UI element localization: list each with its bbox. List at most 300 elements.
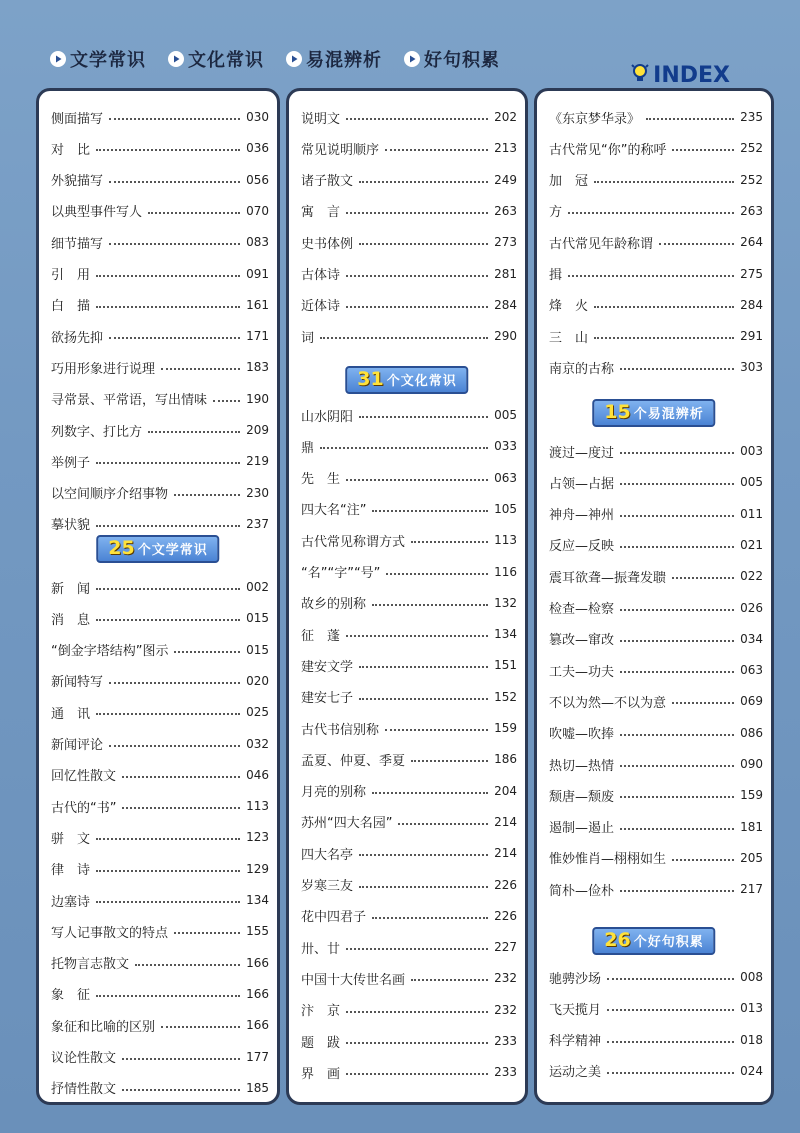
- entry-page-number: 291: [740, 329, 763, 344]
- dot-leader: [620, 828, 734, 830]
- tab-label: 文学常识: [70, 50, 146, 71]
- dot-leader: [320, 447, 488, 449]
- index-entry[interactable]: [549, 355, 763, 379]
- entry-title: 侧面描写: [51, 111, 104, 127]
- entry-title: 岁寒三友: [301, 879, 354, 894]
- entry-page-number: 226: [494, 908, 517, 923]
- entry-page-number: 233: [494, 1065, 517, 1080]
- dot-leader: [594, 306, 734, 308]
- entry-title: 古代常见称谓方式: [301, 534, 406, 550]
- entry-title: 科学精神: [549, 1034, 602, 1050]
- index-entry[interactable]: [549, 105, 763, 129]
- entry-title: 列数字、打比方: [51, 424, 143, 440]
- index-entry[interactable]: [51, 669, 269, 693]
- entry-title: 通 讯: [51, 706, 91, 722]
- entry-page-number: 281: [494, 266, 517, 281]
- entry-title: 热切—热情: [549, 758, 615, 774]
- index-entry[interactable]: [301, 810, 517, 834]
- entry-page-number: 284: [494, 297, 517, 312]
- entry-page-number: 056: [246, 172, 269, 187]
- entry-title: 托物言志散文: [51, 957, 130, 973]
- entry-page-number: 190: [246, 391, 269, 406]
- index-entry[interactable]: [549, 199, 763, 223]
- dot-leader: [148, 431, 240, 433]
- dot-leader: [346, 306, 488, 308]
- index-entry[interactable]: [51, 418, 269, 442]
- section-label: 个易混辨析: [633, 407, 704, 422]
- index-entry[interactable]: [51, 1076, 269, 1100]
- section-banner-sentences: [592, 927, 715, 955]
- entry-title: 词: [301, 330, 315, 346]
- dot-leader: [346, 275, 488, 277]
- index-entry[interactable]: [549, 502, 763, 526]
- dot-leader: [135, 964, 240, 966]
- entry-title: 象 征: [51, 988, 91, 1004]
- dot-leader: [109, 745, 240, 747]
- entry-page-number: 214: [494, 814, 517, 829]
- dot-leader: [411, 760, 488, 762]
- entry-page-number: 152: [494, 689, 517, 704]
- tab-literature[interactable]: [50, 46, 146, 72]
- entry-page-number: 034: [740, 631, 763, 646]
- index-column-3: [534, 88, 774, 1105]
- index-entry[interactable]: [301, 841, 517, 865]
- entry-page-number: 252: [740, 141, 763, 156]
- index-entry[interactable]: [51, 355, 269, 379]
- dot-leader: [148, 212, 240, 214]
- index-entry[interactable]: [301, 403, 517, 427]
- entry-title: 先 生: [301, 472, 341, 488]
- entry-page-number: 263: [494, 203, 517, 218]
- entry-title: 以典型事件写人: [51, 205, 143, 221]
- section-banner-confusables: [592, 399, 715, 427]
- tab-label: 文化常识: [188, 50, 264, 71]
- entry-page-number: 202: [494, 110, 517, 124]
- dot-leader: [372, 792, 488, 794]
- entry-page-number: 003: [740, 444, 763, 458]
- entry-page-number: 008: [740, 970, 763, 984]
- dot-leader: [385, 729, 488, 731]
- entry-page-number: 227: [494, 940, 517, 955]
- dot-leader: [620, 515, 734, 517]
- dot-leader: [620, 368, 734, 370]
- index-entry[interactable]: [51, 230, 269, 254]
- dot-leader: [346, 1073, 488, 1075]
- index-entry[interactable]: [549, 470, 763, 494]
- entry-title: 新闻评论: [51, 738, 104, 753]
- index-entry[interactable]: [549, 877, 763, 901]
- index-entry[interactable]: [51, 888, 269, 912]
- entry-page-number: 151: [494, 658, 517, 673]
- index-entry[interactable]: [549, 596, 763, 620]
- entry-title: 欲扬先抑: [51, 330, 104, 346]
- section-banner-culture: [345, 366, 468, 394]
- entry-title: 象征和比喻的区别: [51, 1019, 156, 1035]
- entry-page-number: 134: [494, 627, 517, 642]
- entry-page-number: 303: [740, 360, 763, 375]
- entry-title: 古体诗: [301, 268, 341, 283]
- index-entry[interactable]: [549, 846, 763, 870]
- index-entry[interactable]: [51, 449, 269, 473]
- entry-page-number: 132: [494, 595, 517, 610]
- dot-leader: [174, 494, 240, 496]
- dot-leader: [109, 181, 240, 183]
- entry-title: 汴 京: [301, 1004, 341, 1020]
- dot-leader: [620, 796, 734, 798]
- entry-page-number: 232: [494, 1002, 517, 1017]
- dot-leader: [568, 212, 734, 214]
- index-entry[interactable]: [51, 951, 269, 975]
- entry-page-number: 171: [246, 329, 269, 344]
- dot-leader: [346, 479, 488, 481]
- entry-page-number: 226: [494, 877, 517, 892]
- dot-leader: [359, 886, 488, 888]
- index-entry[interactable]: [301, 966, 517, 990]
- index-entry[interactable]: [51, 199, 269, 223]
- index-entry[interactable]: [301, 560, 517, 584]
- index-entry[interactable]: [51, 387, 269, 411]
- entry-title: 史书体例: [301, 236, 354, 252]
- entry-title: 反应—反映: [549, 539, 615, 555]
- entry-title: 四大名“注”: [301, 503, 367, 519]
- dot-leader: [568, 275, 734, 277]
- entry-title: 月亮的别称: [301, 785, 367, 801]
- entry-page-number: 032: [246, 736, 269, 751]
- dot-leader: [96, 870, 240, 872]
- index-entry[interactable]: [51, 293, 269, 317]
- tab-sentences[interactable]: [404, 46, 500, 72]
- dot-leader: [359, 666, 488, 668]
- index-entry[interactable]: [301, 622, 517, 646]
- entry-page-number: 116: [494, 564, 517, 579]
- dot-leader: [398, 823, 488, 825]
- section-label: 个文学常识: [137, 543, 208, 558]
- entry-title: 占领—占据: [549, 476, 615, 492]
- entry-page-number: 002: [246, 580, 269, 594]
- entry-title: 苏州“四大名园”: [301, 816, 393, 832]
- dot-leader: [594, 181, 734, 183]
- entry-title: 颓唐—颓废: [549, 789, 615, 805]
- index-entry[interactable]: [549, 752, 763, 776]
- tab-label: 好句积累: [424, 50, 500, 71]
- entry-title: 方: [549, 205, 563, 221]
- entry-page-number: 181: [740, 819, 763, 834]
- entry-title: 骈 文: [51, 831, 91, 847]
- dot-leader: [174, 651, 240, 653]
- dot-leader: [620, 546, 734, 548]
- index-entry[interactable]: [301, 935, 517, 959]
- entry-page-number: 233: [494, 1034, 517, 1048]
- dot-leader: [96, 619, 240, 621]
- entry-page-number: 090: [740, 757, 763, 771]
- entry-page-number: 123: [246, 830, 269, 845]
- dot-leader: [161, 368, 240, 370]
- entry-page-number: 161: [246, 297, 269, 312]
- dot-leader: [96, 306, 240, 308]
- index-entry[interactable]: [51, 982, 269, 1006]
- section-count: 31: [357, 368, 384, 390]
- entry-title: 细节描写: [51, 236, 104, 252]
- entry-title: “名”“字”“号”: [301, 566, 381, 581]
- section-count: 26: [604, 929, 631, 951]
- entry-title: 摹状貌: [51, 518, 91, 534]
- index-column-1: [36, 88, 280, 1105]
- entry-page-number: 018: [740, 1032, 763, 1047]
- entry-page-number: 020: [246, 673, 269, 688]
- dot-leader: [620, 765, 734, 767]
- index-entry[interactable]: [549, 658, 763, 682]
- index-entry[interactable]: [301, 779, 517, 803]
- dot-leader: [659, 243, 734, 245]
- index-entry[interactable]: [51, 606, 269, 630]
- dot-leader: [96, 149, 240, 151]
- entry-title: 近体诗: [301, 299, 341, 315]
- entry-title: 征 蓬: [301, 628, 341, 644]
- entry-title: 《东京梦华录》: [549, 111, 641, 127]
- dot-leader: [672, 149, 734, 151]
- entry-page-number: 005: [494, 408, 517, 422]
- index-entry[interactable]: [301, 1029, 517, 1053]
- entry-page-number: 070: [246, 203, 269, 218]
- dot-leader: [385, 149, 488, 151]
- index-entry[interactable]: [51, 794, 269, 818]
- index-entry[interactable]: [51, 638, 269, 662]
- entry-title: 中国十大传世名画: [301, 972, 406, 988]
- entry-page-number: 129: [246, 861, 269, 876]
- entry-title: 写人记事散文的特点: [51, 925, 169, 941]
- index-entry[interactable]: [51, 919, 269, 943]
- dot-leader: [346, 1011, 488, 1013]
- entry-title: 山水阴阳: [301, 409, 354, 425]
- index-entry[interactable]: [301, 1060, 517, 1084]
- index-entry[interactable]: [51, 512, 269, 536]
- index-entry[interactable]: [51, 575, 269, 599]
- dot-leader: [620, 452, 734, 454]
- index-entry[interactable]: [549, 815, 763, 839]
- index-entry[interactable]: [51, 481, 269, 505]
- entry-title: 神舟—神州: [549, 508, 615, 524]
- index-entry[interactable]: [51, 857, 269, 881]
- dot-leader: [161, 1026, 240, 1028]
- index-entry[interactable]: [301, 466, 517, 490]
- index-entry[interactable]: [51, 324, 269, 348]
- dot-leader: [372, 604, 488, 606]
- play-circle-icon: [50, 51, 66, 67]
- dot-leader: [359, 854, 488, 856]
- entry-title: “倒金字塔结构”图示: [51, 644, 169, 660]
- entry-page-number: 024: [740, 1063, 763, 1078]
- index-entry[interactable]: [301, 230, 517, 254]
- entry-page-number: 235: [740, 110, 763, 124]
- entry-title: 古代的“书”: [51, 800, 117, 816]
- index-heading: [631, 62, 730, 88]
- dot-leader: [109, 337, 240, 339]
- index-entry[interactable]: [301, 528, 517, 552]
- index-entry[interactable]: [549, 439, 763, 463]
- entry-title: 议论性散文: [51, 1051, 117, 1066]
- index-entry[interactable]: [301, 105, 517, 129]
- index-entry[interactable]: [51, 700, 269, 724]
- entry-page-number: 273: [494, 235, 517, 250]
- entry-title: 故乡的别称: [301, 597, 367, 613]
- entry-page-number: 033: [494, 439, 517, 454]
- entry-title: 常见说明顺序: [301, 142, 380, 158]
- index-entry[interactable]: [549, 627, 763, 651]
- index-entry[interactable]: [51, 168, 269, 192]
- entry-page-number: 022: [740, 569, 763, 584]
- entry-title: 震耳欲聋—振聋发聩: [549, 570, 667, 586]
- index-entry[interactable]: [301, 324, 517, 348]
- index-entry[interactable]: [301, 136, 517, 160]
- entry-page-number: 284: [740, 297, 763, 312]
- entry-title: 不以为然—不以为意: [549, 695, 667, 711]
- index-entry[interactable]: [301, 293, 517, 317]
- entry-title: 惟妙惟肖—栩栩如生: [549, 852, 667, 868]
- entry-page-number: 113: [494, 533, 517, 548]
- index-entry[interactable]: [51, 763, 269, 787]
- index-entry[interactable]: [301, 998, 517, 1022]
- entry-page-number: 237: [246, 516, 269, 531]
- index-entry[interactable]: [301, 434, 517, 458]
- dot-leader: [411, 541, 488, 543]
- index-entry[interactable]: [51, 825, 269, 849]
- entry-title: 举例子: [51, 455, 91, 471]
- dot-leader: [346, 212, 488, 214]
- index-entry[interactable]: [301, 716, 517, 740]
- entry-title: 简朴—俭朴: [549, 883, 615, 899]
- dot-leader: [386, 573, 488, 575]
- entry-page-number: 021: [740, 537, 763, 552]
- entry-page-number: 219: [246, 454, 269, 469]
- entry-title: 四大名亭: [301, 847, 354, 863]
- index-entry[interactable]: [549, 996, 763, 1020]
- entry-page-number: 105: [494, 501, 517, 516]
- index-entry[interactable]: [51, 262, 269, 286]
- index-entry[interactable]: [549, 1028, 763, 1052]
- index-entry[interactable]: [549, 564, 763, 588]
- index-entry[interactable]: [301, 685, 517, 709]
- index-entry[interactable]: [51, 1045, 269, 1069]
- index-column-2: [286, 88, 528, 1105]
- entry-page-number: 204: [494, 783, 517, 798]
- index-entry[interactable]: [301, 168, 517, 192]
- dot-leader: [320, 337, 488, 339]
- index-entry[interactable]: [549, 262, 763, 286]
- entry-page-number: 249: [494, 172, 517, 187]
- entry-page-number: 205: [740, 850, 763, 865]
- entry-page-number: 005: [740, 475, 763, 490]
- index-entry[interactable]: [301, 873, 517, 897]
- entry-title: 消 息: [51, 612, 91, 628]
- index-entry[interactable]: [301, 199, 517, 223]
- index-entry[interactable]: [549, 324, 763, 348]
- entry-title: 新 闻: [51, 581, 91, 597]
- index-entry[interactable]: [549, 721, 763, 745]
- entry-title: 鼎: [301, 440, 315, 456]
- entry-title: 新闻特写: [51, 675, 104, 691]
- index-entry[interactable]: [301, 747, 517, 771]
- dot-leader: [607, 1072, 734, 1074]
- index-entry[interactable]: [301, 262, 517, 286]
- index-entry[interactable]: [549, 533, 763, 557]
- index-entry[interactable]: [549, 783, 763, 807]
- entry-title: 南京的古称: [549, 361, 615, 377]
- entry-title: 题 跋: [301, 1035, 341, 1051]
- section-count: 15: [604, 401, 631, 423]
- entry-page-number: 263: [740, 203, 763, 218]
- entry-page-number: 036: [246, 141, 269, 156]
- index-entry[interactable]: [549, 168, 763, 192]
- index-entry[interactable]: [549, 230, 763, 254]
- entry-page-number: 011: [740, 506, 763, 521]
- entry-title: 篡改—窜改: [549, 633, 615, 649]
- entry-page-number: 166: [246, 955, 269, 970]
- entry-page-number: 217: [740, 882, 763, 897]
- dot-leader: [620, 671, 734, 673]
- entry-title: 白 描: [51, 299, 91, 315]
- entry-title: 外貌描写: [51, 174, 104, 190]
- entry-page-number: 013: [740, 1001, 763, 1016]
- entry-page-number: 063: [740, 663, 763, 678]
- dot-leader: [213, 400, 240, 402]
- entry-title: 渡过—度过: [549, 445, 615, 461]
- entry-page-number: 186: [494, 752, 517, 767]
- entry-title: 烽 火: [549, 299, 589, 315]
- index-entry[interactable]: [549, 136, 763, 160]
- tab-label: 易混辨析: [306, 50, 382, 71]
- dot-leader: [122, 1058, 240, 1060]
- entry-page-number: 015: [246, 642, 269, 657]
- index-entry[interactable]: [301, 591, 517, 615]
- section-label: 个好句积累: [633, 935, 704, 950]
- dot-leader: [646, 118, 734, 120]
- entry-page-number: 183: [246, 360, 269, 375]
- entry-title: 说明文: [301, 111, 341, 127]
- dot-leader: [672, 859, 734, 861]
- index-entry[interactable]: [549, 965, 763, 989]
- entry-title: 以空间顺序介绍事物: [51, 487, 169, 503]
- dot-leader: [411, 979, 488, 981]
- dot-leader: [607, 1009, 734, 1011]
- dot-leader: [346, 948, 488, 950]
- index-entry[interactable]: [51, 105, 269, 129]
- dot-leader: [372, 917, 488, 919]
- entry-title: 古代常见“你”的称呼: [549, 142, 667, 158]
- index-entry[interactable]: [301, 653, 517, 677]
- index-entry[interactable]: [301, 497, 517, 521]
- entry-title: 律 诗: [51, 863, 91, 879]
- entry-title: 孟夏、仲夏、季夏: [301, 753, 406, 769]
- section-label: 个文化常识: [386, 374, 457, 389]
- entry-page-number: 083: [246, 235, 269, 250]
- index-entry[interactable]: [549, 689, 763, 713]
- dot-leader: [109, 118, 240, 120]
- entry-page-number: 166: [246, 1018, 269, 1033]
- entry-page-number: 159: [740, 788, 763, 803]
- tab-culture[interactable]: [168, 46, 264, 72]
- dot-leader: [96, 901, 240, 903]
- entry-title: 界 画: [301, 1066, 341, 1082]
- index-entry[interactable]: [51, 136, 269, 160]
- index-entry[interactable]: [301, 904, 517, 928]
- index-entry[interactable]: [549, 1059, 763, 1083]
- index-entry[interactable]: [549, 293, 763, 317]
- dot-leader: [122, 776, 240, 778]
- tab-confusables[interactable]: [286, 46, 382, 72]
- index-entry[interactable]: [51, 732, 269, 756]
- index-entry[interactable]: [51, 1013, 269, 1037]
- play-circle-icon: [286, 51, 302, 67]
